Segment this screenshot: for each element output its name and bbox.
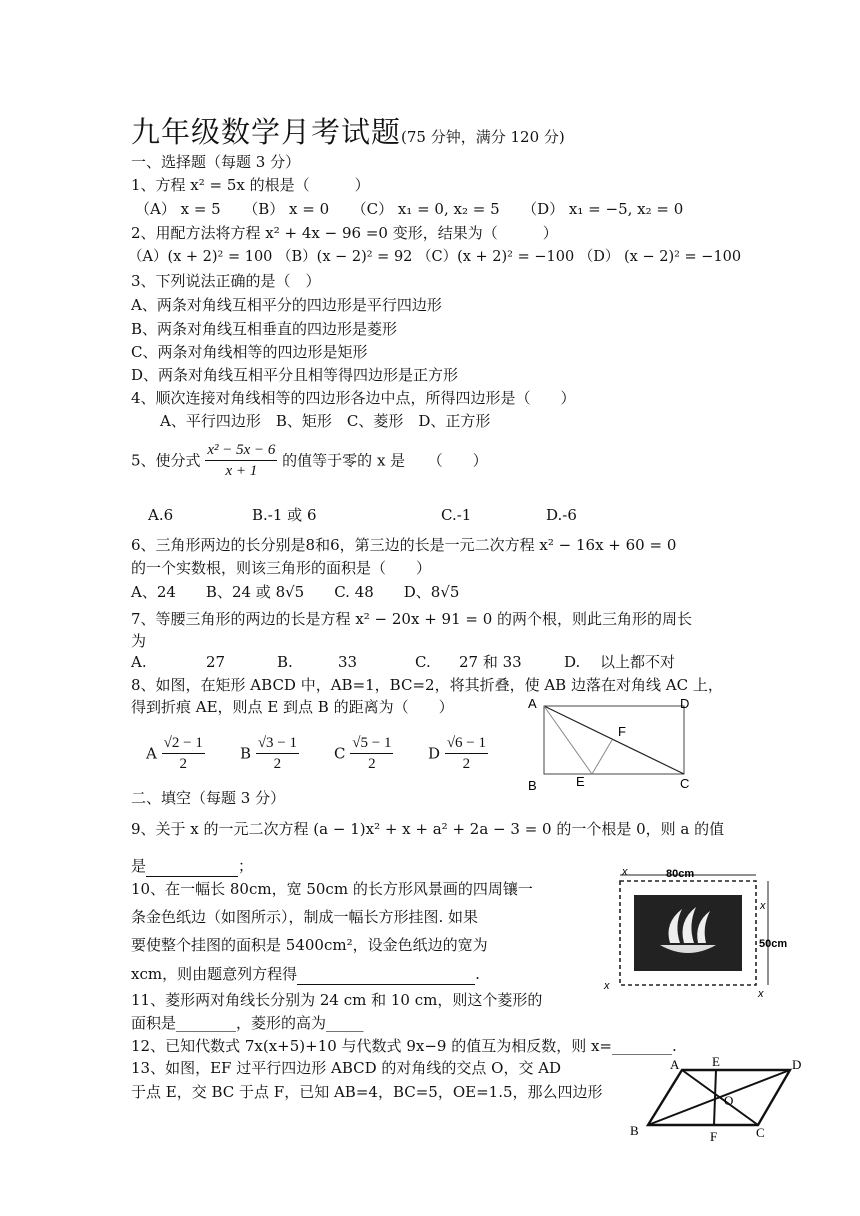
q9-line2-post: ； bbox=[238, 857, 254, 875]
q1-options: （A） x = 5 （B） x = 0 （C） x₁ = 0, x₂ = 5 （D） x₁ = −5, x₂ = 0 bbox=[135, 200, 684, 218]
q10-line4 bbox=[131, 964, 480, 985]
q13-parallelogram-figure bbox=[622, 1055, 808, 1150]
label-C: C bbox=[756, 1125, 765, 1140]
label-B: B bbox=[528, 778, 537, 793]
crease-ae bbox=[544, 706, 592, 774]
section-fill-heading: 二、填空（每题 3 分） bbox=[131, 789, 286, 807]
q7-opt-c-letter: C. bbox=[415, 653, 431, 671]
q7-opt-a-value: 27 bbox=[206, 653, 226, 671]
q12-line1: 12、已知代数式 7x(x+5)+10 与代数式 9x−9 的值互为相反数，则 x=________. bbox=[131, 1037, 677, 1055]
q7-line1: 7、等腰三角形的两边的长是方程 x² − 20x + 91 = 0 的两个根，则此三角形的周长 bbox=[131, 610, 693, 628]
q4-options: A、平行四边形 B、矩形 C、菱形 D、正方形 bbox=[160, 412, 491, 430]
label-x-bottom: x bbox=[604, 980, 610, 992]
q10-line1: 10、在一幅长 80cm，宽 50cm 的长方形风景画的四周镶一 bbox=[131, 880, 533, 898]
q7-opt-a-letter: A. bbox=[131, 653, 147, 671]
q8-option-b-num: √3 − 1 bbox=[256, 733, 299, 754]
q9-line2 bbox=[131, 856, 253, 877]
label-x-right: x bbox=[760, 900, 766, 912]
q5-prefix: 5、使分式 bbox=[131, 451, 201, 470]
q5-option-c: C.-1 bbox=[441, 506, 472, 524]
q10-line4-post: . bbox=[475, 965, 480, 983]
exam-title bbox=[131, 110, 565, 151]
label-80cm: 80cm bbox=[666, 868, 695, 880]
segment-ef bbox=[592, 740, 612, 774]
q7-opt-b-letter: B. bbox=[277, 653, 293, 671]
q6-line2: 的一个实数根，则该三角形的面积是（ ） bbox=[131, 559, 432, 577]
q5-option-d: D.-6 bbox=[546, 506, 577, 524]
q10-line4-pre: xcm，则由题意列方程得 bbox=[131, 965, 298, 983]
q2-options: （A）(x + 2)² = 100 （B）(x − 2)² = 92 （C）(x + 2)² = −100 （D） (x − 2)² = −100 bbox=[128, 249, 742, 265]
q4-stem: 4、顺次连接对角线相等的四边形各边中点，所得四边形是（ ） bbox=[131, 389, 576, 407]
q3-option-c: C、两条对角线相等的四边形是矩形 bbox=[131, 343, 368, 361]
q10-frame-figure bbox=[598, 865, 788, 1005]
label-E: E bbox=[576, 774, 585, 789]
label-A: A bbox=[670, 1057, 680, 1072]
q8-option-b-letter: B bbox=[240, 744, 252, 763]
q8-option-a-den: 2 bbox=[179, 756, 187, 772]
q10-line3: 要使整个挂图的面积是 5400cm²，设金色纸边的宽为 bbox=[131, 936, 488, 954]
title-sub: (75 分钟，满分 120 分) bbox=[401, 128, 565, 146]
q3-option-b: B、两条对角线互相垂直的四边形是菱形 bbox=[131, 320, 398, 338]
q3-option-d: D、两条对角线互相平分且相等得四边形是正方形 bbox=[131, 366, 459, 384]
q9-line1: 9、关于 x 的一元二次方程 (a − 1)x² + x + a² + 2a − 3 = 0 的一个根是 0，则 a 的值 bbox=[131, 820, 725, 838]
q5-fraction bbox=[205, 440, 277, 481]
label-50cm: 50cm bbox=[759, 938, 788, 950]
label-O: O bbox=[724, 1093, 734, 1108]
q7-line2: 为 bbox=[131, 632, 147, 650]
segment-ef bbox=[714, 1070, 716, 1125]
q5-denominator: x + 1 bbox=[225, 463, 258, 479]
q8-line2: 得到折痕 AE，则点 E 到点 B 的距离为（ ） bbox=[131, 698, 454, 716]
label-A: A bbox=[528, 696, 537, 711]
label-D: D bbox=[680, 696, 690, 711]
q8-option-c-num: √5 − 1 bbox=[350, 733, 393, 754]
q8-option-b bbox=[240, 733, 299, 774]
q8-option-c bbox=[334, 733, 393, 774]
q9-line2-pre: 是 bbox=[131, 857, 147, 875]
q8-option-b-den: 2 bbox=[273, 756, 282, 772]
q3-stem: 3、下列说法正确的是（ ） bbox=[131, 272, 321, 290]
q2-stem: 2、用配方法将方程 x² + 4x − 96 =0 变形，结果为（ ） bbox=[131, 224, 558, 242]
q8-option-c-letter: C bbox=[334, 744, 346, 763]
q8-option-d bbox=[428, 733, 488, 774]
label-D: D bbox=[792, 1057, 802, 1072]
q9-answer-blank[interactable] bbox=[146, 856, 238, 877]
q8-option-d-num: √6 − 1 bbox=[445, 733, 488, 754]
q5-option-b: B.-1 或 6 bbox=[252, 506, 317, 524]
section-choice-heading: 一、选择题（每题 3 分） bbox=[131, 153, 301, 171]
label-F: F bbox=[618, 724, 626, 739]
q8-option-d-letter: D bbox=[428, 744, 441, 763]
label-x-top: x bbox=[622, 866, 628, 878]
q8-option-c-den: 2 bbox=[368, 756, 376, 772]
label-E: E bbox=[712, 1054, 720, 1069]
q1-stem: 1、方程 x² = 5x 的根是（ ） bbox=[131, 176, 370, 194]
q8-option-a-fraction bbox=[162, 733, 205, 774]
q8-option-d-fraction bbox=[445, 733, 488, 774]
q13-line1: 13、如图，EF 过平行四边形 ABCD 的对角线的交点 O，交 AD bbox=[131, 1059, 562, 1077]
q5-suffix: 的值等于零的 x 是 （ ） bbox=[282, 451, 488, 470]
title-main: 九年级数学月考试题 bbox=[131, 115, 402, 149]
label-x-corner: x bbox=[758, 988, 764, 1000]
q7-opt-d-letter: D. bbox=[564, 653, 581, 671]
q8-option-d-den: 2 bbox=[462, 756, 471, 772]
q13-line2: 于点 E，交 BC 于点 F，已知 AB=4，BC=5，OE=1.5，那么四边形 bbox=[131, 1083, 603, 1101]
q11-line1: 11、菱形两对角线长分别为 24 cm 和 10 cm，则这个菱形的 bbox=[131, 991, 543, 1009]
q8-option-a bbox=[146, 733, 205, 774]
q8-rectangle-figure bbox=[520, 694, 700, 794]
q10-answer-blank[interactable] bbox=[297, 964, 475, 985]
q6-line1: 6、三角形两边的长分别是8和6，第三边的长是一元二次方程 x² − 16x + 60 = 0 bbox=[131, 536, 677, 554]
q5-stem bbox=[131, 440, 488, 481]
q8-option-c-fraction bbox=[350, 733, 393, 774]
q8-option-b-fraction bbox=[256, 733, 299, 774]
label-B: B bbox=[630, 1123, 639, 1138]
q5-numerator: x² − 5x − 6 bbox=[205, 440, 277, 461]
label-F: F bbox=[710, 1129, 718, 1144]
q8-option-a-num: √2 − 1 bbox=[162, 733, 205, 754]
q7-opt-d-value: 以上都不对 bbox=[600, 653, 676, 671]
label-C: C bbox=[680, 776, 690, 791]
q10-line2: 条金色纸边（如图所示），制成一幅长方形挂图. 如果 bbox=[131, 908, 479, 926]
q11-line2: 面积是________，菱形的高为_____ bbox=[131, 1014, 364, 1032]
q8-line1: 8、如图，在矩形 ABCD 中，AB=1，BC=2，将其折叠，使 AB 边落在对角线 AC 上， bbox=[131, 676, 723, 694]
q7-opt-b-value: 33 bbox=[338, 653, 358, 671]
q5-option-a: A.6 bbox=[148, 506, 174, 524]
q7-opt-c-value: 27 和 33 bbox=[459, 653, 522, 671]
diagonal-bd bbox=[648, 1070, 790, 1125]
q8-option-a-letter: A bbox=[146, 744, 157, 763]
q6-options: A、24 B、24 或 8√5 C. 48 D、8√5 bbox=[131, 583, 460, 601]
diagonal-ac bbox=[544, 706, 684, 774]
q3-option-a: A、两条对角线互相平分的四边形是平行四边形 bbox=[131, 296, 442, 314]
